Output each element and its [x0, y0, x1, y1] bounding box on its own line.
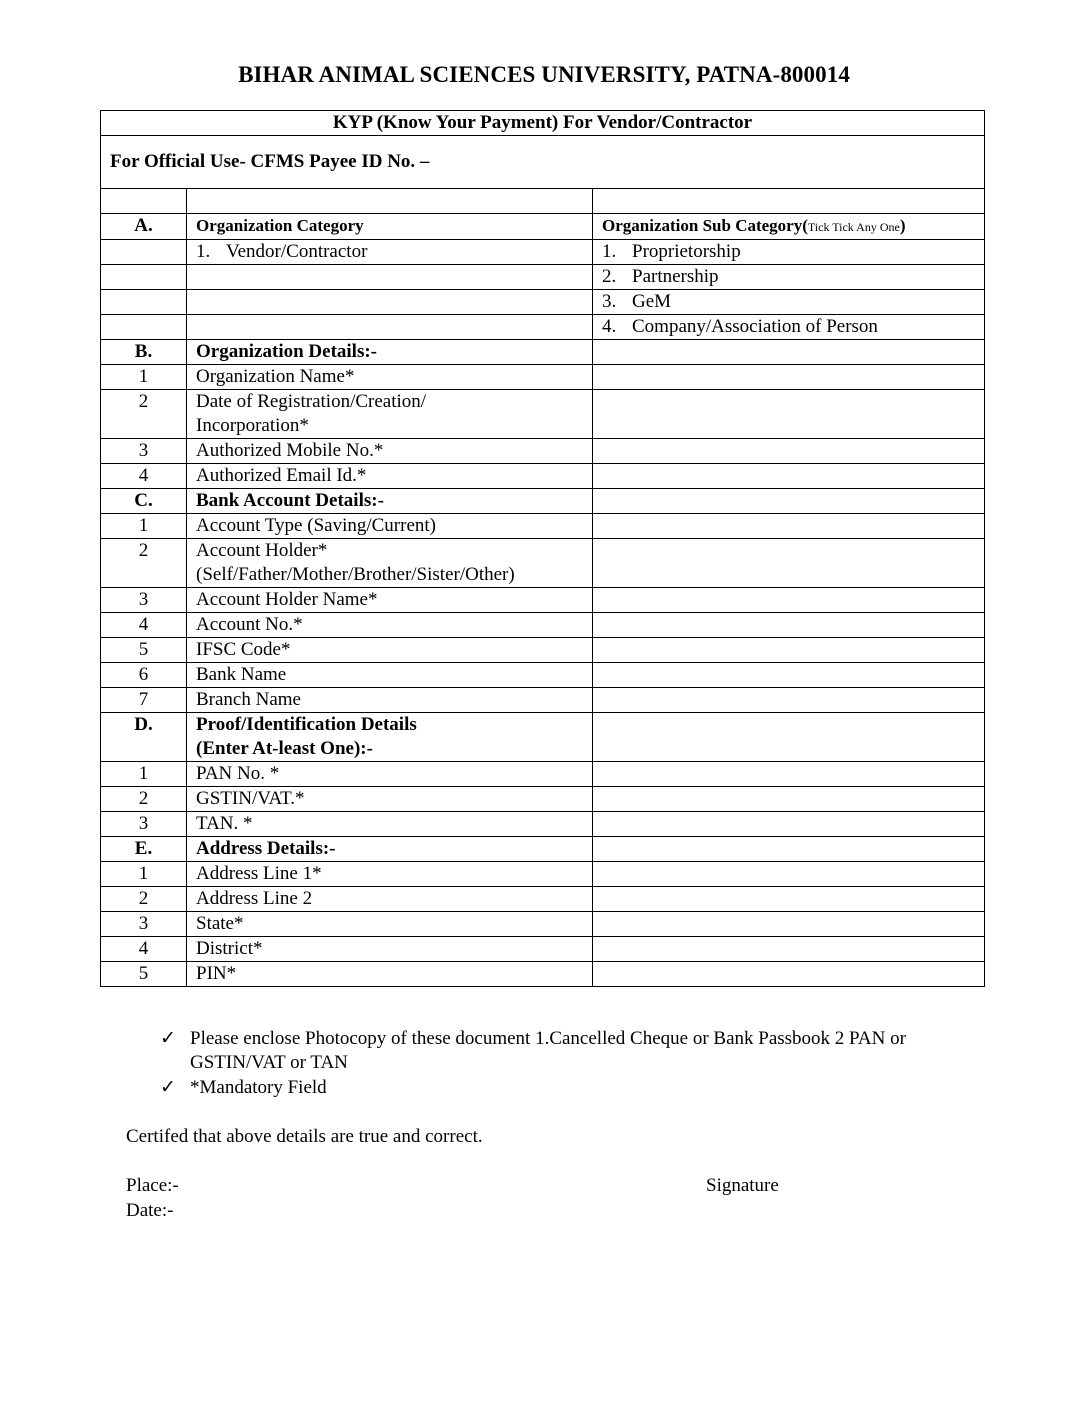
row-number: 4 — [101, 464, 187, 489]
section-heading: Bank Account Details:- — [187, 489, 593, 514]
field-label: Address Line 1* — [187, 862, 593, 887]
gstin-field[interactable] — [593, 787, 985, 812]
row-number: 1 — [101, 514, 187, 539]
organization-category-label: Organization Category — [187, 214, 593, 240]
field-label — [187, 390, 593, 439]
table-row — [101, 365, 985, 390]
value-cell[interactable] — [593, 713, 985, 762]
row-number: 2 — [101, 539, 187, 588]
value-cell[interactable] — [593, 489, 985, 514]
section-letter: D. — [101, 713, 187, 762]
official-use-row — [101, 136, 985, 189]
pan-field[interactable] — [593, 762, 985, 787]
item-label: Company/Association of Person — [632, 316, 878, 337]
category-vendor[interactable] — [187, 240, 593, 265]
item-number: 3. — [602, 291, 617, 312]
pin-field[interactable] — [593, 962, 985, 987]
row-number — [101, 290, 187, 315]
field-label: Bank Name — [187, 663, 593, 688]
field-label — [187, 539, 593, 588]
table-row — [101, 638, 985, 663]
registration-date-field[interactable] — [593, 390, 985, 439]
section-heading-line1: Proof/Identification Details — [196, 714, 417, 735]
place-label: Place:- — [126, 1175, 179, 1196]
table-row — [101, 862, 985, 887]
section-e-header-row — [101, 837, 985, 862]
field-label: Account Holder Name* — [187, 588, 593, 613]
subcategory-close: ) — [899, 216, 906, 235]
table-row — [101, 390, 985, 439]
form-heading: KYP (Know Your Payment) For Vendor/Contractor — [101, 111, 985, 136]
table-row — [101, 588, 985, 613]
section-heading-line2: (Enter At-least One):- — [196, 738, 373, 759]
tan-field[interactable] — [593, 812, 985, 837]
category-row — [101, 240, 985, 265]
section-letter: B. — [101, 340, 187, 365]
district-field[interactable] — [593, 937, 985, 962]
table-row — [101, 613, 985, 638]
row-number: 5 — [101, 638, 187, 663]
row-number: 3 — [101, 439, 187, 464]
row-number: 4 — [101, 937, 187, 962]
blank-cell — [187, 315, 593, 340]
blank-cell — [101, 189, 187, 214]
row-number: 3 — [101, 812, 187, 837]
table-row — [101, 539, 985, 588]
email-field[interactable] — [593, 464, 985, 489]
field-label: Authorized Mobile No.* — [187, 439, 593, 464]
field-label: PIN* — [187, 962, 593, 987]
account-number-field[interactable] — [593, 613, 985, 638]
item-number: 2. — [602, 266, 617, 287]
field-label: PAN No. * — [187, 762, 593, 787]
field-label: State* — [187, 912, 593, 937]
item-label: GeM — [632, 291, 672, 312]
subcategory-proprietorship[interactable] — [593, 240, 985, 265]
mobile-field[interactable] — [593, 439, 985, 464]
notes-list — [160, 1027, 950, 1101]
note-mandatory-field — [160, 1076, 950, 1100]
row-number: 3 — [101, 588, 187, 613]
row-number: 1 — [101, 762, 187, 787]
row-number: 2 — [101, 887, 187, 912]
row-number — [101, 265, 187, 290]
blank-cell — [593, 189, 985, 214]
blank-row — [101, 189, 985, 214]
field-label: Authorized Email Id.* — [187, 464, 593, 489]
table-row — [101, 688, 985, 713]
section-d-header-row — [101, 713, 985, 762]
row-number — [101, 240, 187, 265]
university-title: BIHAR ANIMAL SCIENCES UNIVERSITY, PATNA-800014 — [238, 62, 850, 87]
field-label: Account No.* — [187, 613, 593, 638]
ifsc-field[interactable] — [593, 638, 985, 663]
table-row — [101, 464, 985, 489]
blank-cell — [187, 189, 593, 214]
section-letter: E. — [101, 837, 187, 862]
category-row — [101, 315, 985, 340]
row-number: 2 — [101, 390, 187, 439]
account-holder-field[interactable] — [593, 539, 985, 588]
branch-name-field[interactable] — [593, 688, 985, 713]
item-label: Proprietorship — [632, 241, 741, 262]
field-label: Account Type (Saving/Current) — [187, 514, 593, 539]
bank-name-field[interactable] — [593, 663, 985, 688]
field-label: TAN. * — [187, 812, 593, 837]
table-row — [101, 762, 985, 787]
row-number: 3 — [101, 912, 187, 937]
section-heading: Organization Details:- — [187, 340, 593, 365]
address-line1-field[interactable] — [593, 862, 985, 887]
organization-name-field[interactable] — [593, 365, 985, 390]
check-icon: ✓ — [160, 1028, 176, 1049]
category-row — [101, 290, 985, 315]
section-heading — [187, 713, 593, 762]
certification-text: Certifed that above details are true and correct. — [126, 1126, 483, 1147]
row-number: 1 — [101, 862, 187, 887]
field-label: District* — [187, 937, 593, 962]
item-number: 1. — [602, 241, 617, 262]
subcategory-partnership[interactable] — [593, 265, 985, 290]
section-a-header-row — [101, 214, 985, 240]
address-line2-field[interactable] — [593, 887, 985, 912]
blank-cell — [187, 265, 593, 290]
section-heading: Address Details:- — [187, 837, 593, 862]
date-label: Date:- — [126, 1200, 174, 1221]
blank-cell — [187, 290, 593, 315]
field-label-line2: Incorporation* — [196, 415, 309, 436]
account-holder-name-field[interactable] — [593, 588, 985, 613]
item-number: 4. — [602, 316, 617, 337]
section-letter: C. — [101, 489, 187, 514]
value-cell[interactable] — [593, 340, 985, 365]
item-label: Vendor/Contractor — [226, 241, 368, 262]
official-use-label: For Official Use- CFMS Payee ID No. – — [101, 136, 985, 189]
subcategory-note: Tick Tick Any One — [807, 220, 900, 234]
row-number: 1 — [101, 365, 187, 390]
field-label-line2: (Self/Father/Mother/Brother/Sister/Other) — [196, 564, 515, 585]
kyp-form-table — [100, 110, 985, 987]
row-number: 6 — [101, 663, 187, 688]
section-c-header-row — [101, 489, 985, 514]
row-number: 7 — [101, 688, 187, 713]
check-icon: ✓ — [160, 1077, 176, 1098]
item-number: 1. — [196, 241, 211, 262]
field-label: GSTIN/VAT.* — [187, 787, 593, 812]
note-enclose-documents — [160, 1027, 950, 1075]
section-b-header-row — [101, 340, 985, 365]
row-number: 2 — [101, 787, 187, 812]
row-number: 4 — [101, 613, 187, 638]
table-row — [101, 887, 985, 912]
item-label: Partnership — [632, 266, 719, 287]
state-field[interactable] — [593, 912, 985, 937]
field-label: IFSC Code* — [187, 638, 593, 663]
table-row — [101, 663, 985, 688]
note-text: Please enclose Photocopy of these document 1.Cancelled Cheque or Bank Passbook 2 PAN or GSTIN/VAT or TAN — [190, 1028, 906, 1073]
table-row — [101, 912, 985, 937]
field-label: Branch Name — [187, 688, 593, 713]
field-label-line1: Date of Registration/Creation/ — [196, 391, 427, 412]
note-text: *Mandatory Field — [190, 1077, 327, 1098]
section-letter: A. — [101, 214, 187, 240]
table-row — [101, 514, 985, 539]
account-type-field[interactable] — [593, 514, 985, 539]
row-number: 5 — [101, 962, 187, 987]
form-heading-row — [101, 111, 985, 136]
subcategory-company[interactable] — [593, 315, 985, 340]
signature-label: Signature — [706, 1175, 779, 1196]
field-label: Organization Name* — [187, 365, 593, 390]
value-cell[interactable] — [593, 837, 985, 862]
subcategory-gem[interactable] — [593, 290, 985, 315]
field-label-line1: Account Holder* — [196, 540, 328, 561]
category-row — [101, 265, 985, 290]
row-number — [101, 315, 187, 340]
table-row — [101, 439, 985, 464]
subcategory-label-text: Organization Sub Category( — [602, 216, 808, 235]
table-row — [101, 962, 985, 987]
field-label: Address Line 2 — [187, 887, 593, 912]
organization-subcategory-label — [593, 214, 985, 240]
table-row — [101, 787, 985, 812]
table-row — [101, 812, 985, 837]
table-row — [101, 937, 985, 962]
